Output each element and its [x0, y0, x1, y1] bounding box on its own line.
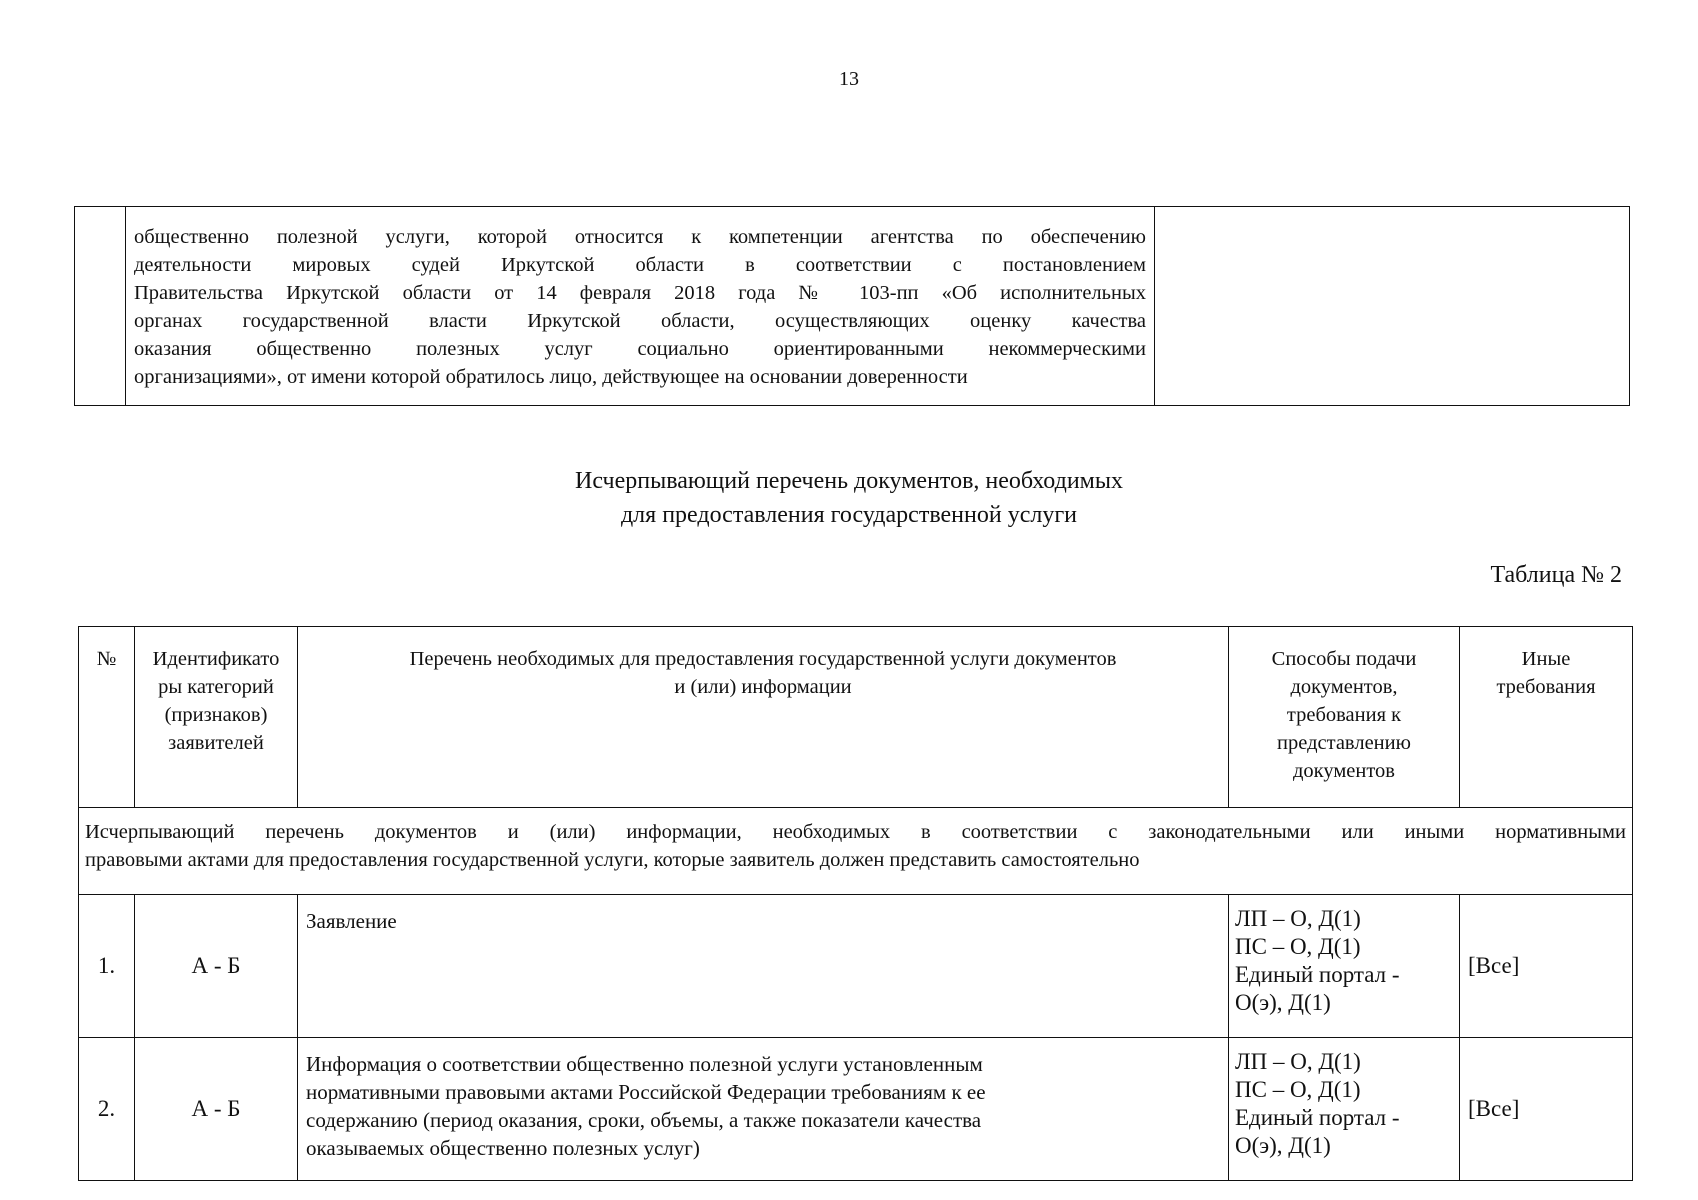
row-number: 1.	[79, 895, 135, 1038]
table-row	[79, 895, 1633, 1038]
documents-table	[78, 626, 1633, 1181]
heading-line: для предоставления государственной услуги	[620, 502, 1078, 528]
text-line: органах государственной власти Иркутской области, осуществляющих оценку качества	[134, 310, 1146, 332]
continuation-table	[74, 206, 1630, 406]
heading-line: Исчерпывающий перечень документов, необходимых	[575, 468, 1123, 494]
row-document: Заявление	[298, 895, 1229, 1038]
table-label: Таблица № 2	[1490, 562, 1622, 588]
row-methods: ЛП – О, Д(1) ПС – О, Д(1) Единый портал - О(э), Д(1)	[1229, 895, 1460, 1038]
table-row	[79, 1038, 1633, 1181]
section-title-cell	[79, 808, 1633, 895]
header-num: №	[79, 627, 135, 808]
section-line: Исчерпывающий перечень документов и (или) информации, необходимых в соответствии с законодательными или иными нормативными	[85, 821, 1626, 843]
row-other: [Все]	[1460, 1038, 1633, 1181]
text-line: общественно полезной услуги, которой относится к компетенции агентства по обеспечению	[134, 226, 1146, 248]
continuation-number-cell	[75, 207, 126, 406]
row-document: Информация о соответствии общественно полезной услуги установленным нормативными правовыми актами Российской Федерации требованиям к ее содержанию (период оказания, сроки, объемы, а также показатели качества оказываемых общественно полезных услуг)	[298, 1038, 1229, 1181]
row-other: [Все]	[1460, 895, 1633, 1038]
table-header-row	[79, 627, 1633, 808]
header-methods: Способы подачи документов, требования к представлению документов	[1229, 627, 1460, 808]
header-documents: Перечень необходимых для предоставления государственной услуги документов и (или) информации	[298, 627, 1229, 808]
text-line: деятельности мировых судей Иркутской области в соответствии с постановлением	[134, 254, 1146, 276]
continuation-text	[126, 207, 1154, 391]
header-other: Иные требования	[1460, 627, 1633, 808]
row-methods: ЛП – О, Д(1) ПС – О, Д(1) Единый портал - О(э), Д(1)	[1229, 1038, 1460, 1181]
table-section-row	[79, 808, 1633, 895]
text-line: Правительства Иркутской области от 14 февраля 2018 года № 103-пп «Об исполнительных	[134, 282, 1146, 304]
section-heading	[0, 464, 1698, 532]
section-line: правовыми актами для предоставления государственной услуги, которые заявитель должен представить самостоятельно	[85, 849, 1140, 871]
continuation-empty-cell	[1155, 207, 1630, 406]
row-category: А - Б	[135, 895, 298, 1038]
header-categories: Идентификато ры категорий (признаков) заявителей	[135, 627, 298, 808]
text-line: оказания общественно полезных услуг социально ориентированными некоммерческими	[134, 338, 1146, 360]
page-number: 13	[839, 68, 859, 90]
row-category: А - Б	[135, 1038, 298, 1181]
continuation-text-cell	[126, 207, 1155, 406]
row-number: 2.	[79, 1038, 135, 1181]
text-line: организациями», от имени которой обратилось лицо, действующее на основании доверенности	[134, 366, 968, 388]
